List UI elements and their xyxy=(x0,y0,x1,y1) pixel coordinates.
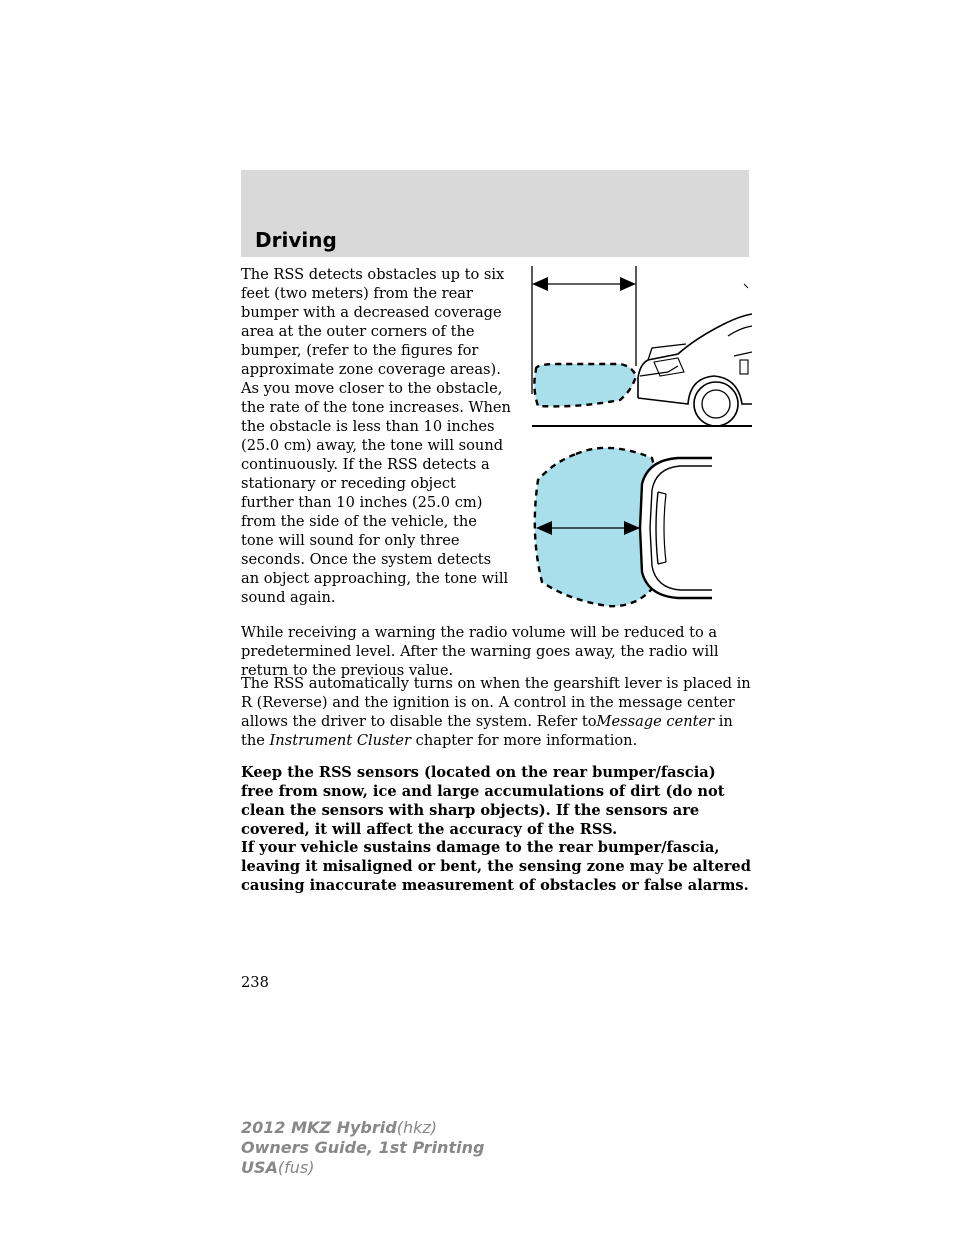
instrument-cluster-reference: Instrument Cluster xyxy=(269,732,412,749)
auto-on-text-1: The RSS automatically turns on when the gearshift lever is placed in R (Reverse) and the ignition is on. A control in the message center allows the driver to disable the system. Refer to xyxy=(241,675,751,730)
auto-on-paragraph xyxy=(241,674,753,750)
sensor-care-notice: Keep the RSS sensors (located on the rear bumper/fascia) free from snow, ice and large accumulations of dirt (do not clean the sensors with sharp objects). If the sensors are covered, it will affect the accuracy of the RSS. xyxy=(241,764,725,838)
top-view-diagram xyxy=(528,444,718,610)
footer-region-line xyxy=(241,1158,484,1178)
page-number: 238 xyxy=(241,974,269,991)
footer xyxy=(241,1118,484,1178)
footer-model-line xyxy=(241,1118,484,1138)
intro-paragraph: The RSS detects obstacles up to six feet (two meters) from the rear bumper with a decreased coverage area at the outer corners of the bumper, (refer to the figures for approximate zone coverage areas). As you move closer to the obstacle, the rate of the tone increases. When the obstacle is less than 10 inches (25.0 cm) away, the tone will sound continuously. If the RSS detects a stationary or receding object further than 10 inches (25.0 cm) from the side of the vehicle, the tone will sound for only three seconds. Once the system detects an object approaching, the tone will sound again. xyxy=(241,266,511,606)
side-view-diagram xyxy=(528,266,752,430)
radio-warning-paragraph: While receiving a warning the radio volume will be reduced to a predetermined level. After the warning goes away, the radio will return to the previous value. xyxy=(241,624,719,679)
footer-region: USA xyxy=(241,1158,278,1177)
bumper-damage-notice: If your vehicle sustains damage to the rear bumper/fascia, leaving it misaligned or bent, the sensing zone may be altered causing inaccurate measurement of obstacles or false alarms. xyxy=(241,839,751,894)
footer-guide: Owners Guide, 1st Printing xyxy=(241,1138,485,1157)
section-title: Driving xyxy=(255,228,337,252)
footer-region-code: (fus) xyxy=(277,1158,315,1177)
auto-on-text-3: chapter for more information. xyxy=(411,732,638,749)
footer-model-code: (hkz) xyxy=(396,1118,437,1137)
message-center-reference: Message center xyxy=(596,713,715,730)
auto-on-text-2: in the xyxy=(241,713,733,749)
footer-model: 2012 MKZ Hybrid xyxy=(241,1118,397,1137)
